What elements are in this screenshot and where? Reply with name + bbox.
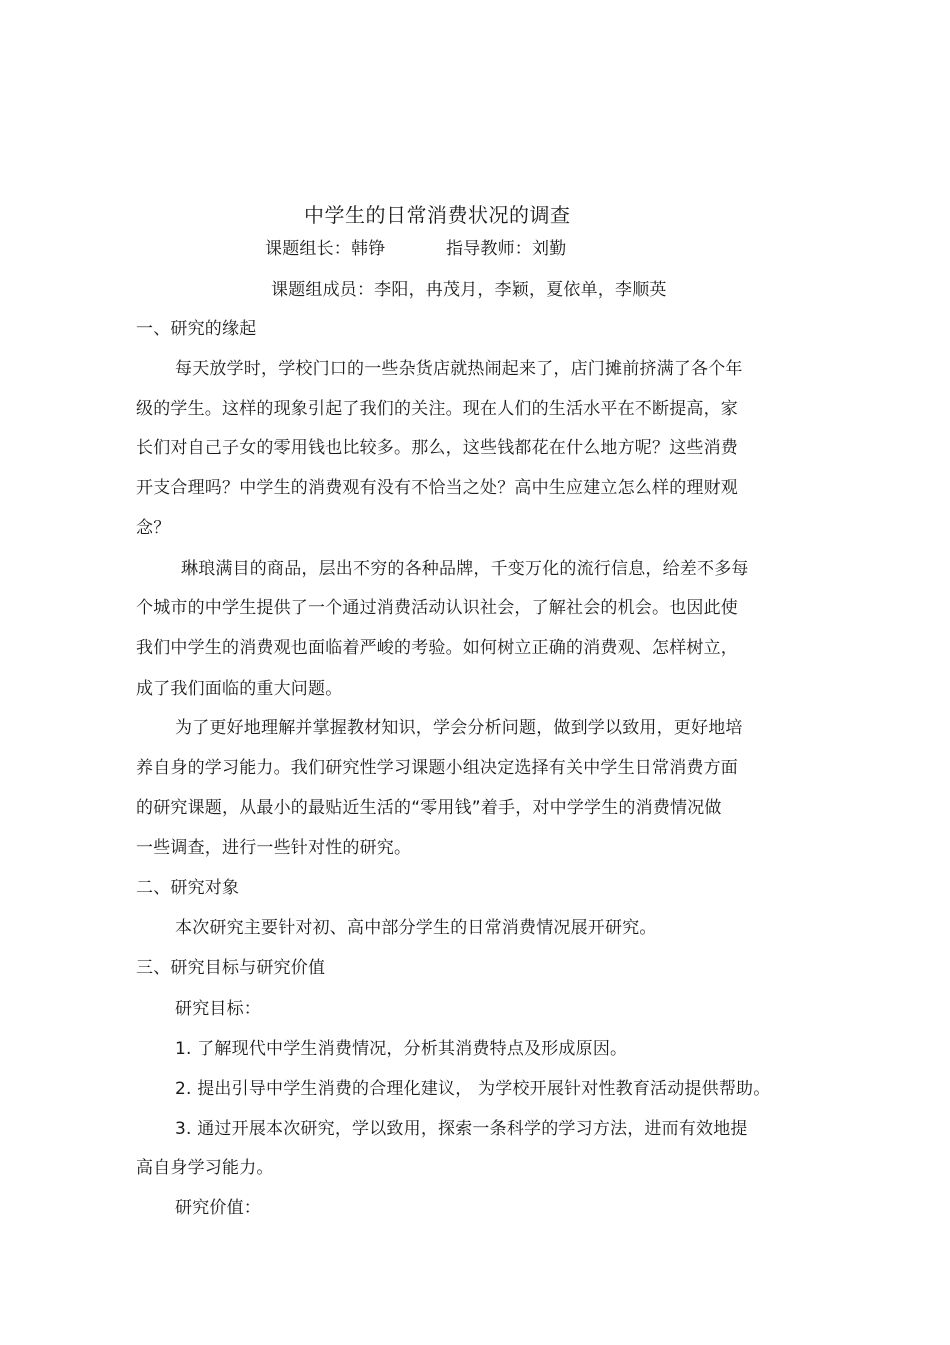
goals-label: 研究目标： bbox=[175, 999, 261, 1019]
paragraph-line: 一些调查，进行一些针对性的研究。 bbox=[136, 838, 412, 858]
paragraph-line: 成了我们面临的重大问题。 bbox=[136, 679, 343, 699]
paragraph-line: 念？ bbox=[136, 518, 171, 538]
paragraph-line: 琳琅满目的商品，层出不穷的各种品牌，千变万化的流行信息，给差不多每 bbox=[181, 559, 749, 579]
section-heading-goals: 三、研究目标与研究价值 bbox=[136, 958, 326, 978]
section-heading-origin: 一、研究的缘起 bbox=[136, 319, 257, 339]
page-title: 中学生的日常消费状况的调查 bbox=[304, 203, 571, 227]
paragraph-line: 我们中学生的消费观也面临着严峻的考验。如何树立正确的消费观、怎样树立， bbox=[136, 638, 738, 658]
value-label: 研究价值： bbox=[175, 1198, 261, 1218]
paragraph-line: 长们对自己子女的零用钱也比较多。那么，这些钱都花在什么地方呢？这些消费 bbox=[136, 438, 738, 458]
project-members: 课题组成员：李阳，冉茂月，李颖，夏依单，李顺英 bbox=[271, 280, 667, 300]
paragraph-line: 每天放学时，学校门口的一些杂货店就热闹起来了，店门摊前挤满了各个年 bbox=[175, 359, 743, 379]
paragraph-line: 为了更好地理解并掌握教材知识，学会分析问题，做到学以致用，更好地培 bbox=[175, 718, 743, 738]
goal-item: 2. 提出引导中学生消费的合理化建议， 为学校开展针对性教育活动提供帮助。 bbox=[175, 1079, 771, 1099]
project-leader: 课题组长：韩铮 bbox=[265, 239, 386, 259]
section-heading-subject: 二、研究对象 bbox=[136, 878, 240, 898]
paragraph-line: 的研究课题，从最小的最贴近生活的“零用钱”着手，对中学学生的消费情况做 bbox=[136, 798, 722, 818]
paragraph-line: 开支合理吗？中学生的消费观有没有不恰当之处？高中生应建立怎么样的理财观 bbox=[136, 478, 738, 498]
paragraph-line: 本次研究主要针对初、高中部分学生的日常消费情况展开研究。 bbox=[175, 918, 657, 938]
paragraph-line: 养自身的学习能力。我们研究性学习课题小组决定选择有关中学生日常消费方面 bbox=[136, 758, 738, 778]
paragraph-line: 个城市的中学生提供了一个通过消费活动认识社会，了解社会的机会。也因此使 bbox=[136, 598, 738, 618]
goal-item: 1. 了解现代中学生消费情况，分析其消费特点及形成原因。 bbox=[175, 1039, 628, 1059]
goal-item: 3. 通过开展本次研究，学以致用，探索一条科学的学习方法，进而有效地提 bbox=[175, 1119, 748, 1139]
advisor: 指导教师：刘勤 bbox=[446, 239, 567, 259]
goal-item-continued: 高自身学习能力。 bbox=[136, 1158, 274, 1178]
paragraph-line: 级的学生。这样的现象引起了我们的关注。现在人们的生活水平在不断提高，家 bbox=[136, 399, 738, 419]
